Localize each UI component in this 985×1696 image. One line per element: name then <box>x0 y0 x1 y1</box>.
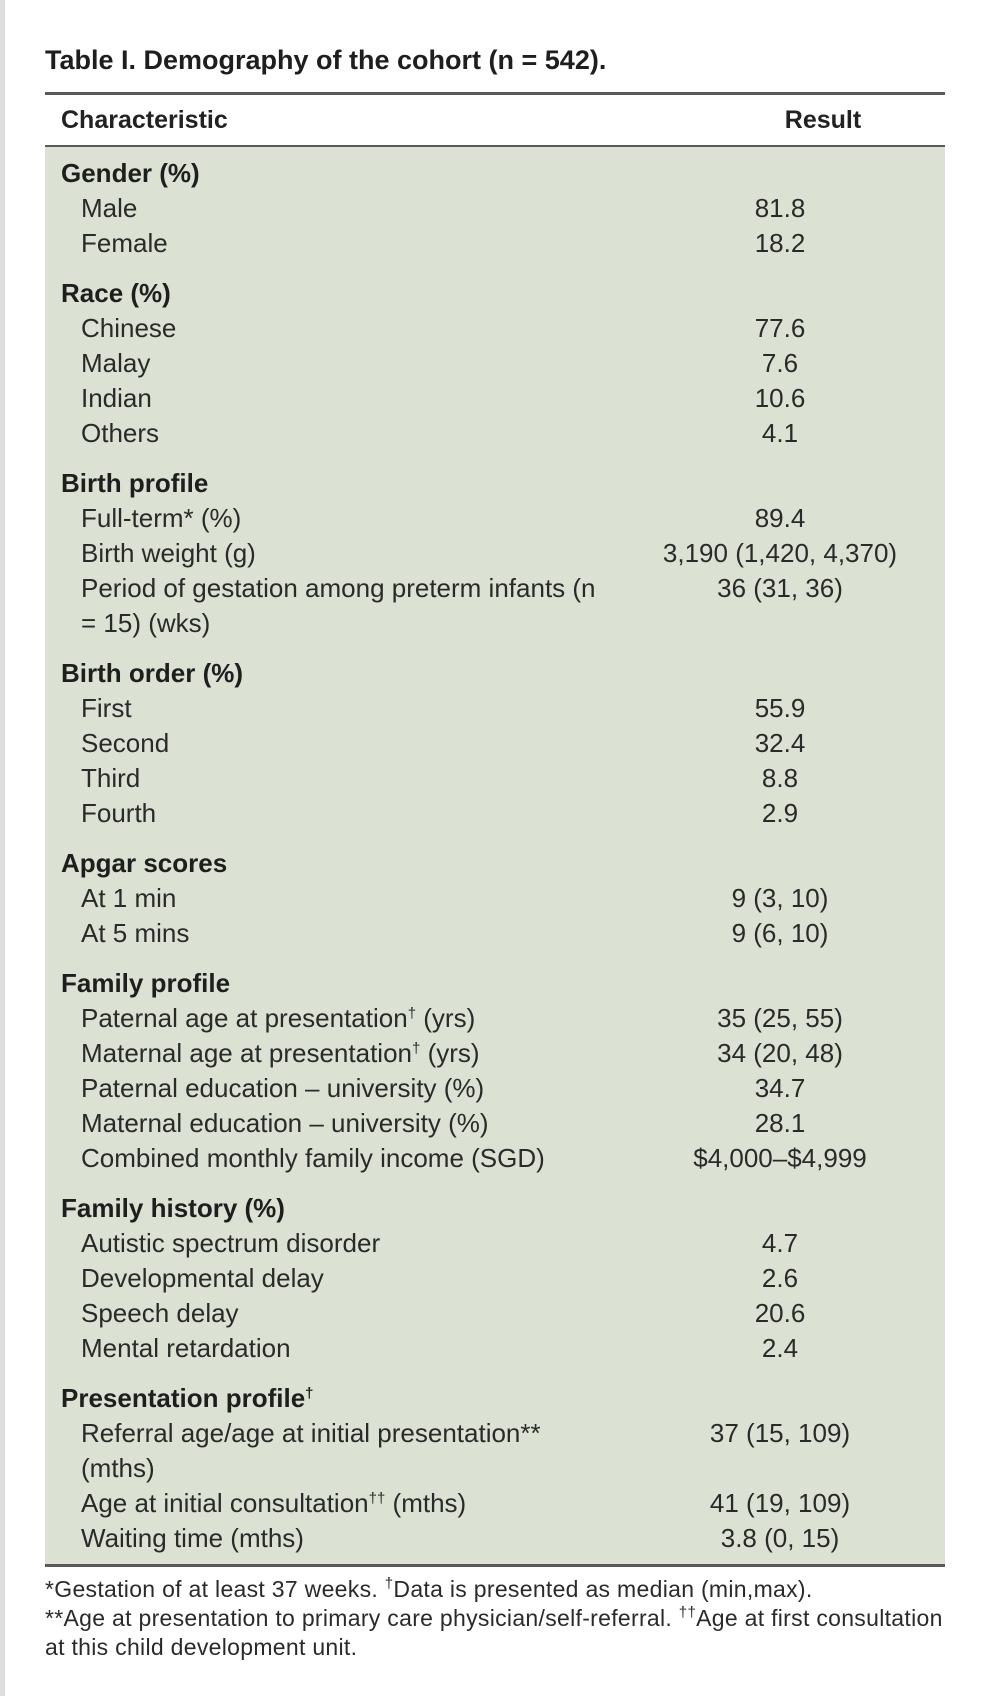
table-section <box>45 655 945 831</box>
footnotes <box>45 1575 945 1662</box>
table-container <box>45 30 945 1662</box>
table-section <box>45 1190 945 1366</box>
row-label: Others <box>81 418 160 448</box>
row-value: 2.6 <box>761 1263 799 1293</box>
table-row <box>45 1521 945 1556</box>
row-value: 37 (15, 109) <box>709 1418 851 1448</box>
footnote-line-1: *Gestation of at least 37 weeks. †Data is presented as median (min,max). <box>45 1575 813 1602</box>
table-row <box>45 1071 945 1106</box>
table-section <box>45 845 945 951</box>
table-row <box>45 916 945 951</box>
row-label: Male <box>81 193 138 223</box>
table-title: Table I. Demography of the cohort (n = 542). <box>45 45 607 75</box>
row-label: Birth weight (g) <box>81 538 256 568</box>
footnote-line-2: **Age at presentation to primary care physician/self-referral. ††Age at first consultation at this child development unit. <box>45 1604 943 1660</box>
row-value: 77.6 <box>754 313 806 343</box>
table-row <box>45 1141 945 1176</box>
row-label: At 1 min <box>81 883 177 913</box>
row-label: Fourth <box>81 798 157 828</box>
row-value: 34 (20, 48) <box>717 1038 843 1068</box>
table-row <box>45 796 945 831</box>
section-heading: Gender (%) <box>61 158 200 188</box>
row-label: Combined monthly family income (SGD) <box>81 1143 545 1173</box>
column-header-characteristic: Characteristic <box>61 105 228 134</box>
row-label: Mental retardation <box>81 1333 291 1363</box>
row-value: 3.8 (0, 15) <box>720 1523 840 1553</box>
row-label: Indian <box>81 383 152 413</box>
row-value: 41 (19, 109) <box>709 1488 851 1518</box>
row-value: 4.1 <box>761 418 799 448</box>
table-row <box>45 311 945 346</box>
row-label: Referral age/age at initial presentation** (mths) <box>81 1418 541 1483</box>
row-label: Speech delay <box>81 1298 239 1328</box>
section-heading: Presentation profile† <box>61 1383 314 1413</box>
row-value: 8.8 <box>761 763 799 793</box>
table-body <box>45 147 945 1567</box>
row-label: Autistic spectrum disorder <box>81 1228 381 1258</box>
section-heading: Apgar scores <box>61 848 228 878</box>
row-value: 7.6 <box>761 348 799 378</box>
row-label: Age at initial consultation†† (mths) <box>81 1488 467 1518</box>
row-label: Maternal education – university (%) <box>81 1108 489 1138</box>
table-section <box>45 275 945 451</box>
row-value: 55.9 <box>754 693 806 723</box>
table-row <box>45 1106 945 1141</box>
table-row <box>45 761 945 796</box>
table-row <box>45 691 945 726</box>
table-row <box>45 381 945 416</box>
row-label: Malay <box>81 348 151 378</box>
section-heading: Family history (%) <box>61 1193 285 1223</box>
table-row <box>45 346 945 381</box>
row-value: 9 (3, 10) <box>731 883 829 913</box>
row-value: 9 (6, 10) <box>731 918 829 948</box>
section-heading: Race (%) <box>61 278 171 308</box>
row-label: First <box>81 693 132 723</box>
table-row <box>45 571 945 641</box>
row-label: Waiting time (mths) <box>81 1523 304 1553</box>
row-value: 35 (25, 55) <box>717 1003 843 1033</box>
row-value: $4,000–$4,999 <box>693 1143 867 1173</box>
row-label: Third <box>81 763 141 793</box>
row-label: Paternal age at presentation† (yrs) <box>81 1003 476 1033</box>
table-row <box>45 416 945 451</box>
table-row <box>45 1416 945 1486</box>
row-value: 2.4 <box>761 1333 799 1363</box>
row-value: 10.6 <box>754 383 806 413</box>
table-header <box>45 95 945 147</box>
row-value: 2.9 <box>761 798 799 828</box>
table-row <box>45 1296 945 1331</box>
table-section <box>45 465 945 641</box>
table-row <box>45 726 945 761</box>
row-value: 32.4 <box>754 728 806 758</box>
row-label: Period of gestation among preterm infants (n = 15) (wks) <box>81 573 596 638</box>
section-heading: Birth order (%) <box>61 658 243 688</box>
row-label: Developmental delay <box>81 1263 324 1293</box>
table-row <box>45 881 945 916</box>
table-row <box>45 1261 945 1296</box>
row-value: 28.1 <box>754 1108 806 1138</box>
table-row <box>45 501 945 536</box>
row-value: 81.8 <box>754 193 806 223</box>
row-value: 3,190 (1,420, 4,370) <box>662 538 898 568</box>
table-section <box>45 1380 945 1556</box>
table-row <box>45 1001 945 1036</box>
row-label: Full-term* (%) <box>81 503 242 533</box>
table-section <box>45 965 945 1176</box>
table-row <box>45 1036 945 1071</box>
table-section <box>45 155 945 261</box>
table-row <box>45 191 945 226</box>
row-value: 20.6 <box>754 1298 806 1328</box>
table-row <box>45 226 945 261</box>
table-row <box>45 1226 945 1261</box>
column-header-result: Result <box>784 105 862 134</box>
row-value: 18.2 <box>754 228 806 258</box>
row-value: 89.4 <box>754 503 806 533</box>
table-row <box>45 1486 945 1521</box>
row-label: At 5 mins <box>81 918 190 948</box>
section-heading: Family profile <box>61 968 231 998</box>
row-label: Maternal age at presentation† (yrs) <box>81 1038 480 1068</box>
section-heading: Birth profile <box>61 468 209 498</box>
table-row <box>45 1331 945 1366</box>
row-label: Paternal education – university (%) <box>81 1073 485 1103</box>
row-value: 4.7 <box>761 1228 799 1258</box>
page-edge <box>0 0 5 1696</box>
row-label: Female <box>81 228 168 258</box>
row-label: Chinese <box>81 313 177 343</box>
table-row <box>45 536 945 571</box>
row-value: 34.7 <box>754 1073 806 1103</box>
row-label: Second <box>81 728 170 758</box>
row-value: 36 (31, 36) <box>717 573 843 603</box>
